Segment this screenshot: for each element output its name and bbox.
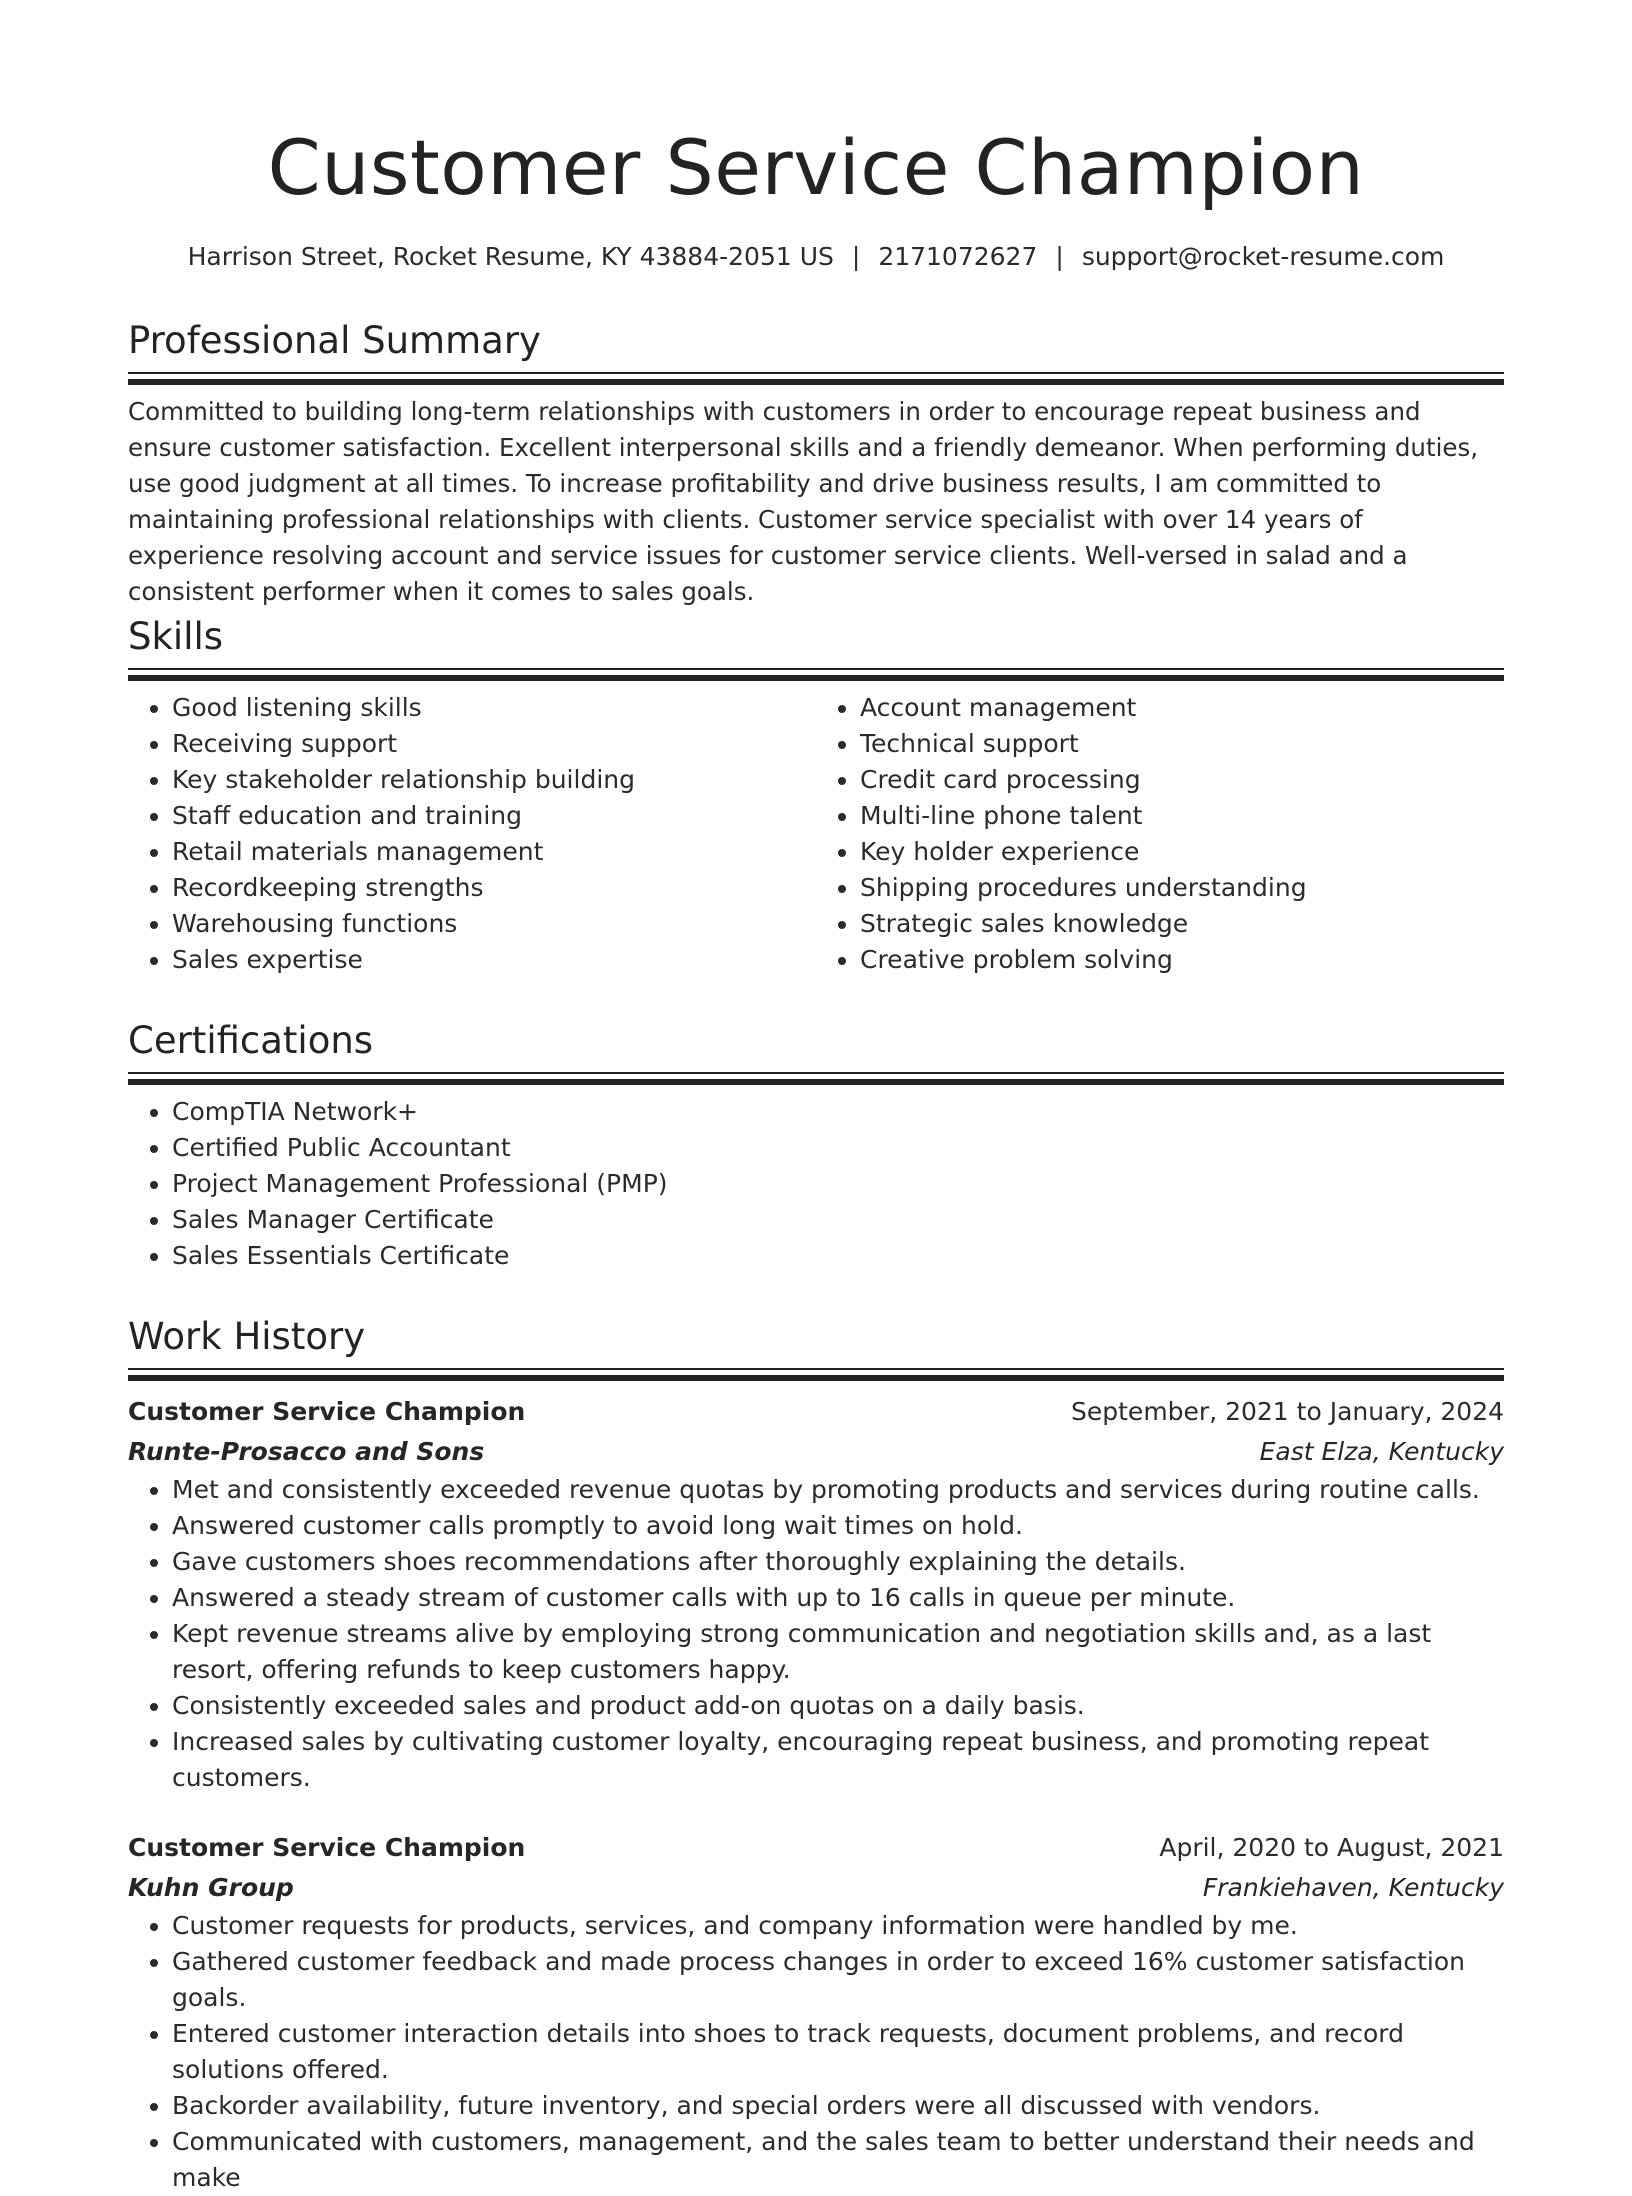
job-bullets <box>128 1908 1504 2196</box>
section-title: Professional Summary <box>128 319 541 362</box>
skill-item: • Key stakeholder relationship building <box>172 762 816 798</box>
job-bullet: • Customer requests for products, services, and company information were handled by me. <box>172 1908 1504 1944</box>
job-location: Frankiehaven, Kentucky <box>1202 1873 1504 1902</box>
job-company: Kuhn Group <box>128 1873 294 1902</box>
contact-address: Harrison Street, Rocket Resume, KY 43884-2051 US <box>187 242 834 271</box>
job-title: Customer Service Champion <box>128 1397 526 1426</box>
work-history-section <box>128 1312 1504 2196</box>
summary-text: Committed to building long-term relationships with customers in order to encourage repeat business and ensure customer satisfaction. Excellent interpersonal skills and a friendly demeanor. When performing duties, use good judgment at all times. To increase profitability and drive business results, I am committed to maintaining professional relationships with clients. Customer service specialist with over 14 years of experience resolving account and service issues for customer service clients. Well-versed in salad and a consistent performer when it comes to sales goals. <box>128 397 1479 606</box>
job-bullet: • Backorder availability, future inventory, and special orders were all discussed with vendors. <box>172 2088 1504 2124</box>
certification-item: • Sales Essentials Certificate <box>172 1238 1504 1274</box>
job-bullet: • Kept revenue streams alive by employing strong communication and negotiation skills and, as a last resort, offering refunds to keep customers happy. <box>172 1616 1504 1688</box>
job-bullet: • Gathered customer feedback and made process changes in order to exceed 16% customer satisfaction goals. <box>172 1944 1504 2016</box>
job-bullet: • Increased sales by cultivating customer loyalty, encouraging repeat business, and promoting repeat customers. <box>172 1724 1504 1796</box>
job-title: Customer Service Champion <box>128 1833 526 1862</box>
skill-item: • Good listening skills <box>172 690 816 726</box>
job-bullet: • Communicated with customers, management, and the sales team to better understand their needs and make <box>172 2124 1504 2196</box>
skills-list-left <box>128 690 816 978</box>
certification-item: • Certified Public Accountant <box>172 1130 1504 1166</box>
skill-item: • Sales expertise <box>172 942 816 978</box>
section-divider <box>128 1368 1504 1383</box>
job-bullet: • Answered a steady stream of customer calls with up to 16 calls in queue per minute. <box>172 1580 1504 1616</box>
certifications-list <box>128 1094 1504 1274</box>
skill-item: • Shipping procedures understanding <box>860 870 1504 906</box>
contact-separator: | <box>1055 242 1064 271</box>
job-company: Runte-Prosacco and Sons <box>128 1437 485 1466</box>
job-location: East Elza, Kentucky <box>1259 1437 1504 1466</box>
contact-phone: 2171072627 <box>878 242 1038 271</box>
section-divider <box>128 668 1504 683</box>
skills-columns <box>128 690 1504 978</box>
section-divider <box>128 1072 1504 1087</box>
skill-item: • Receiving support <box>172 726 816 762</box>
job-subheader <box>128 1432 1504 1472</box>
skill-item: • Technical support <box>860 726 1504 762</box>
job-entry <box>128 1828 1504 2196</box>
certification-item: • Sales Manager Certificate <box>172 1202 1504 1238</box>
skill-item: • Credit card processing <box>860 762 1504 798</box>
job-dates: April, 2020 to August, 2021 <box>1159 1833 1504 1862</box>
job-bullets <box>128 1472 1504 1796</box>
skill-item: • Creative problem solving <box>860 942 1504 978</box>
certification-item: • Project Management Professional (PMP) <box>172 1166 1504 1202</box>
skill-item: • Warehousing functions <box>172 906 816 942</box>
skill-item: • Key holder experience <box>860 834 1504 870</box>
job-bullet: • Entered customer interaction details into shoes to track requests, document problems, and record solutions offered. <box>172 2016 1504 2088</box>
skill-item: • Retail materials management <box>172 834 816 870</box>
job-bullet: • Gave customers shoes recommendations after thoroughly explaining the details. <box>172 1544 1504 1580</box>
job-entry <box>128 1392 1504 1796</box>
job-header <box>128 1392 1504 1432</box>
section-title: Skills <box>128 615 224 658</box>
contact-line <box>0 239 1632 275</box>
job-bullet: • Met and consistently exceeded revenue quotas by promoting products and services during routine calls. <box>172 1472 1504 1508</box>
contact-email: support@rocket-resume.com <box>1081 242 1445 271</box>
summary-section <box>128 316 1504 610</box>
skill-item: • Strategic sales knowledge <box>860 906 1504 942</box>
section-title: Certifications <box>128 1019 374 1062</box>
job-bullet: • Consistently exceeded sales and product add-on quotas on a daily basis. <box>172 1688 1504 1724</box>
job-subheader <box>128 1868 1504 1908</box>
skill-item: • Account management <box>860 690 1504 726</box>
job-header <box>128 1828 1504 1868</box>
section-divider <box>128 372 1504 387</box>
section-title: Work History <box>128 1315 366 1358</box>
skills-section <box>128 612 1504 978</box>
certification-item: • CompTIA Network+ <box>172 1094 1504 1130</box>
contact-separator: | <box>851 242 861 271</box>
job-bullet: • Answered customer calls promptly to avoid long wait times on hold. <box>172 1508 1504 1544</box>
skill-item: • Recordkeeping strengths <box>172 870 816 906</box>
resume-name: Customer Service Champion <box>267 123 1365 212</box>
skill-item: • Multi-line phone talent <box>860 798 1504 834</box>
skills-list-right <box>816 690 1504 978</box>
job-dates: September, 2021 to January, 2024 <box>1071 1397 1504 1426</box>
skill-item: • Staff education and training <box>172 798 816 834</box>
certifications-section <box>128 1016 1504 1274</box>
